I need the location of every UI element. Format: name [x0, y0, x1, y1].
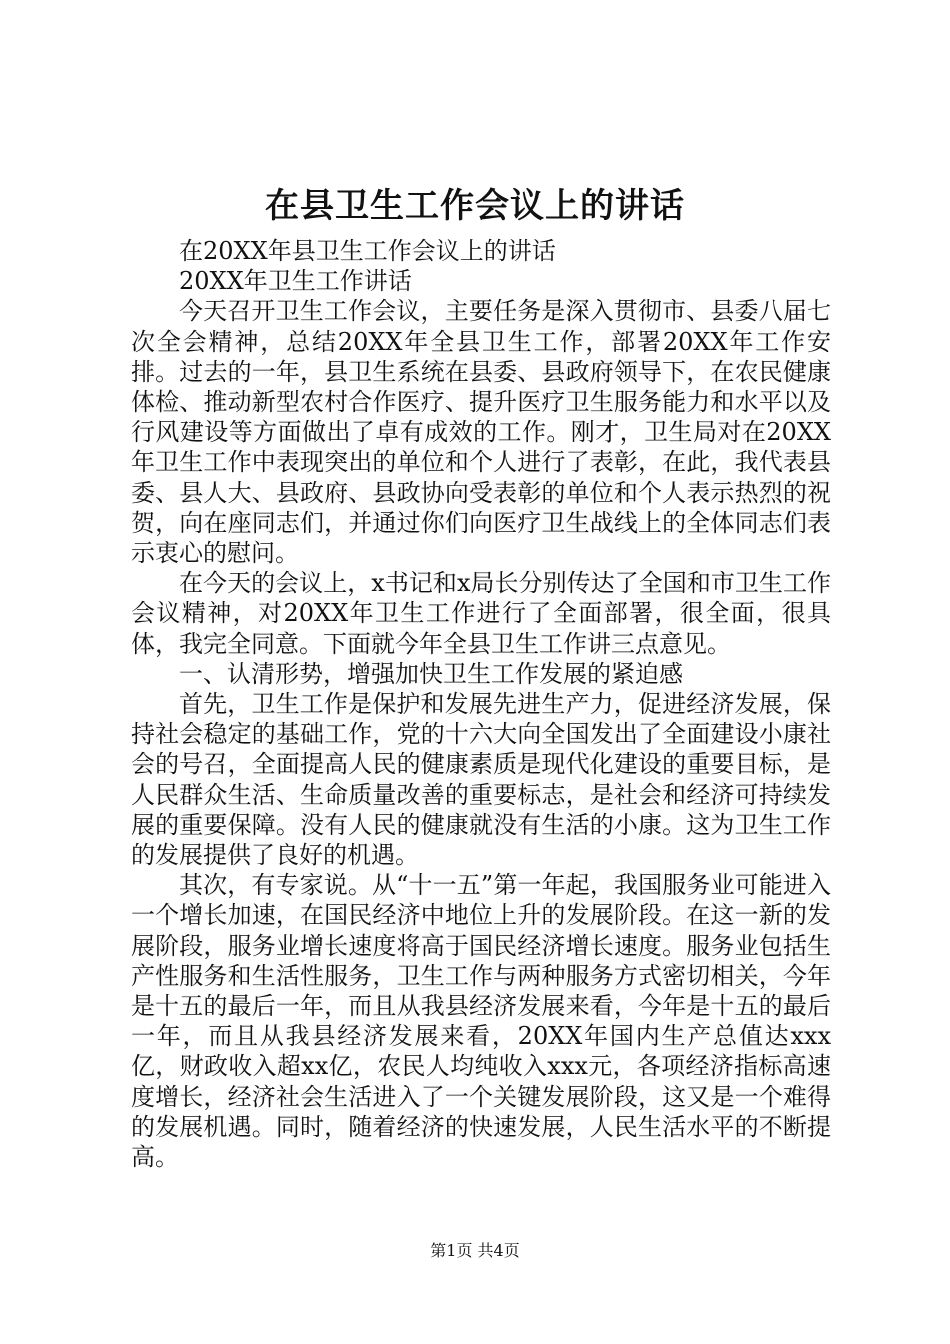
paragraph-subtitle-2: 20XX年卫生工作讲话: [179, 267, 412, 296]
paragraph-intro: 今天召开卫生工作会议，主要任务是深入贯彻市、县委八届七次全会精神，总结20XX年全县卫生工作，部署20XX年工作安排。过去的一年，县卫生系统在县委、县政府领导下，在农民健康体检、推动新型农村合作医疗、提升医疗卫生服务能力和水平以及行风建设等方面做出了卓有成效的工作。刚才，卫生局对在20XX年卫生工作中表现突出的单位和个人进行了表彰，在此，我代表县委、县人大、县政府、县政协向受表彰的单位和个人表示热烈的祝贺，向在座同志们，并通过你们向医疗卫生战线上的全体同志们表示衷心的慰问。: [131, 297, 831, 568]
document-title: 在县卫生工作会议上的讲话: [265, 186, 685, 226]
paragraph-second: 其次，有专家说。从“十一五”第一年起，我国服务业可能进入一个增长加速，在国民经济中地位上升的发展阶段。在这一新的发展阶段，服务业增长速度将高于国民经济增长速度。服务业包括生产性服务和生活性服务，卫生工作与两种服务方式密切相关，今年是十五的最后一年，而且从我县经济发展来看，今年是十五的最后一年，而且从我县经济发展来看，20XX年国内生产总值达xxx亿，财政收入超xx亿，农民人均纯收入xxx元，各项经济指标高速度增长，经济社会生活进入了一个关键发展阶段，这又是一个难得的发展机遇。同时，随着经济的快速发展，人民生活水平的不断提高。: [131, 871, 831, 1172]
section-heading-1: 一、认清形势，增强加快卫生工作发展的紧迫感: [179, 659, 683, 688]
document-body: [131, 236, 831, 1172]
paragraph-first: 首先，卫生工作是保护和发展先进生产力，促进经济发展，保持社会稳定的基础工作，党的十六大向全国发出了全面建设小康社会的号召，全面提高人民的健康素质是现代化建设的重要目标，是人民群众生活、生命质量改善的重要标志，是社会和经济可持续发展的重要保障。没有人民的健康就没有生活的小康。这为卫生工作的发展提供了良好的机遇。: [131, 690, 831, 870]
page-footer: 第1页 共4页: [430, 1241, 520, 1260]
paragraph-meeting: 在今天的会议上，x书记和x局长分别传达了全国和市卫生工作会议精神，对20XX年卫生工作进行了全面部署，很全面，很具体，我完全同意。下面就今年全县卫生工作讲三点意见。: [131, 569, 831, 658]
paragraph-subtitle-1: 在20XX年县卫生工作会议上的讲话: [179, 237, 556, 265]
